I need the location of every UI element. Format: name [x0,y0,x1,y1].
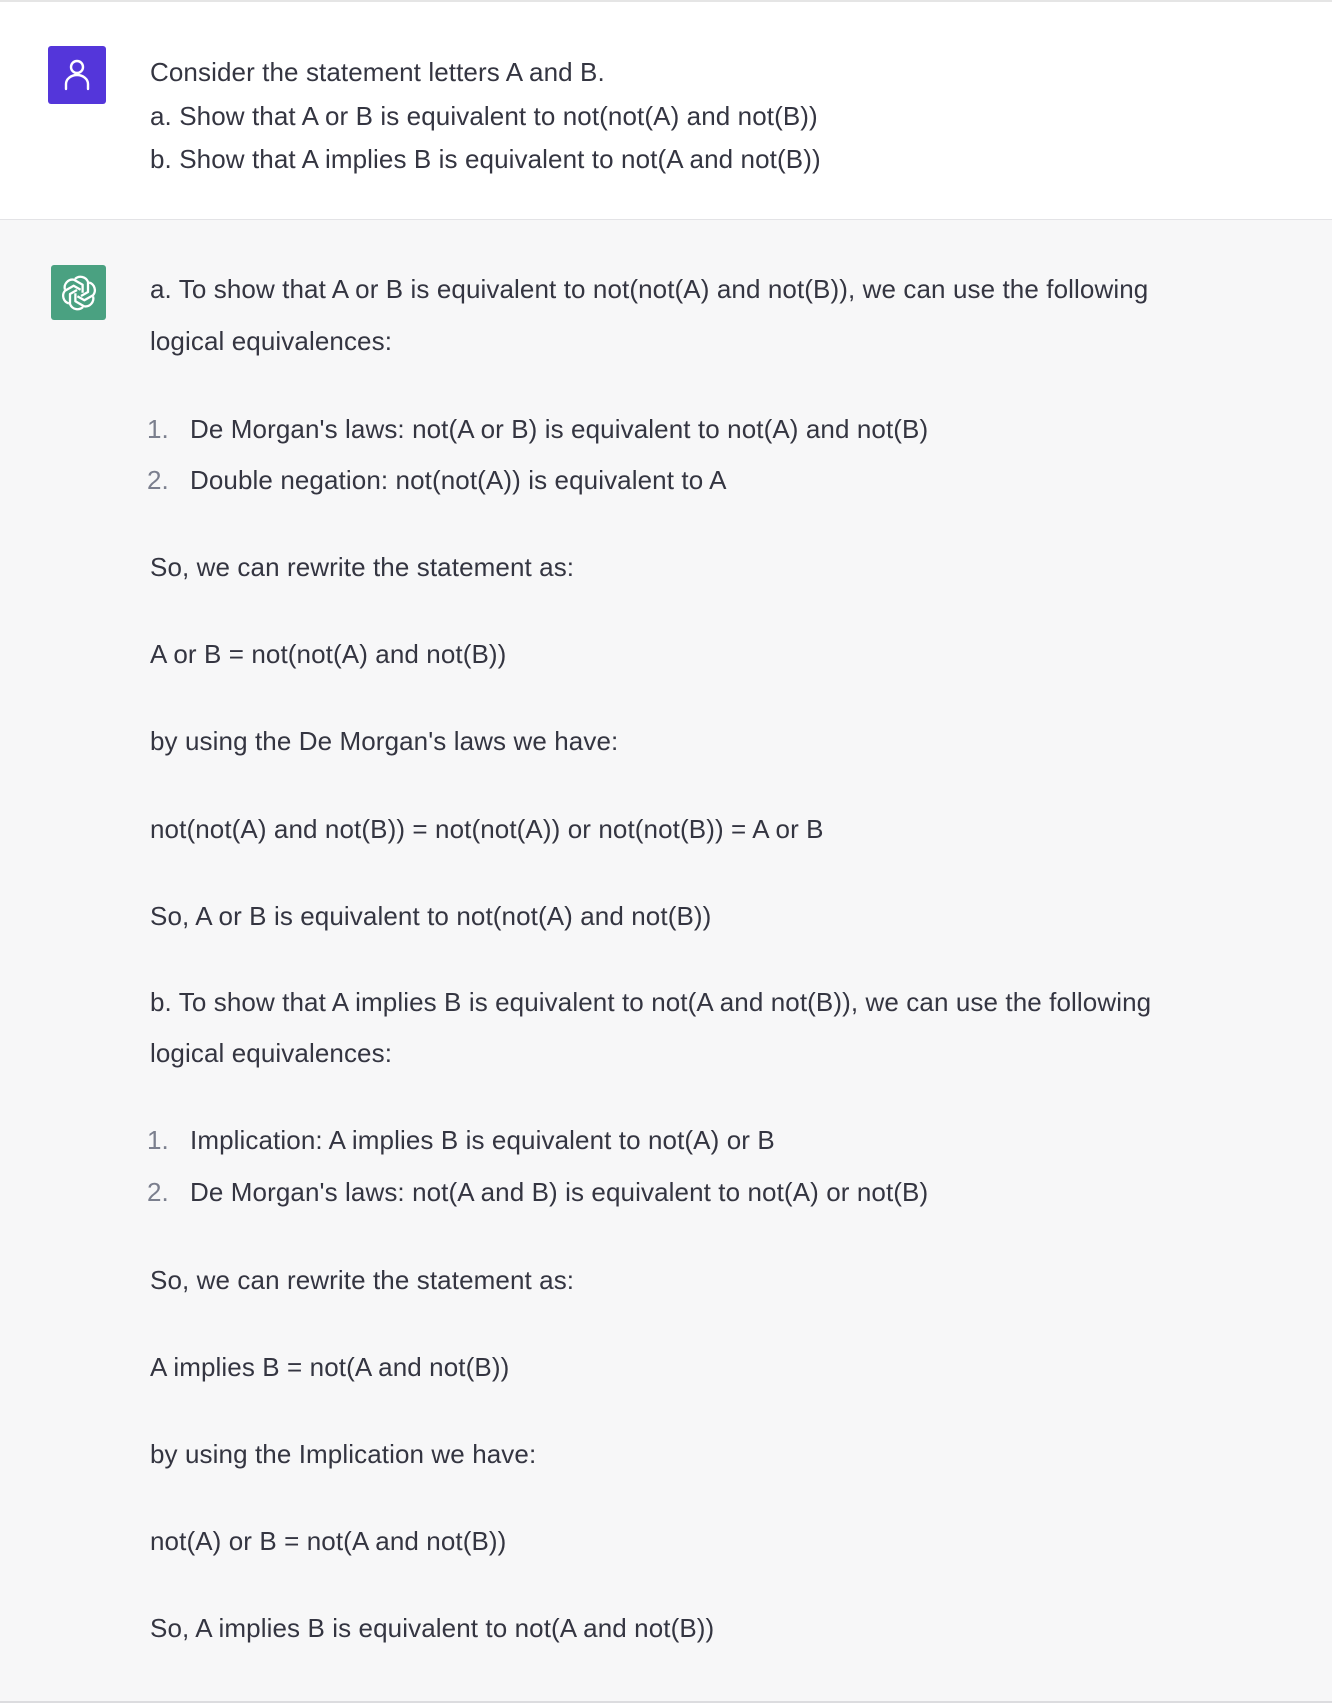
paragraph: logical equivalences: [150,1038,393,1068]
equation: A implies B = not(A and not(B)) [150,1352,510,1382]
assistant-message [0,220,1332,1703]
paragraph: logical equivalences: [150,326,393,356]
assistant-avatar [51,265,106,320]
list-number: 1. [147,1125,169,1155]
paragraph: So, we can rewrite the statement as: [150,552,575,582]
user-line: Consider the statement letters A and B. [150,57,605,87]
list-number: 1. [147,414,169,444]
paragraph: b. To show that A implies B is equivalent to not(A and not(B)), we can use the following [150,987,1152,1017]
list-text: De Morgan's laws: not(A or B) is equivalent to not(A) and not(B) [190,414,929,444]
paragraph: by using the De Morgan's laws we have: [150,726,619,756]
equation: A or B = not(not(A) and not(B)) [150,639,507,669]
paragraph: So, we can rewrite the statement as: [150,1265,575,1295]
user-line: b. Show that A implies B is equivalent to not(A and not(B)) [150,144,821,174]
user-avatar [48,46,106,104]
list-number: 2. [147,465,169,495]
user-message-text [150,51,1302,182]
paragraph: by using the Implication we have: [150,1439,537,1469]
paragraph: So, A or B is equivalent to not(not(A) and not(B)) [150,901,712,931]
user-line: a. Show that A or B is equivalent to not(not(A) and not(B)) [150,100,818,131]
user-message [0,2,1332,220]
paragraph: a. To show that A or B is equivalent to not(not(A) and not(B)), we can use the following [150,274,1149,304]
user-icon [62,58,92,92]
openai-logo-icon [59,273,99,313]
paragraph: So, A implies B is equivalent to not(A and not(B)) [150,1613,715,1643]
equation: not(not(A) and not(B)) = not(not(A)) or not(not(B)) = A or B [150,814,824,844]
equation: not(A) or B = not(A and not(B)) [150,1526,507,1556]
list-text: Double negation: not(not(A)) is equivalent to A [190,465,727,495]
list-text: Implication: A implies B is equivalent to not(A) or B [190,1125,775,1155]
list-text: De Morgan's laws: not(A and B) is equivalent to not(A) or not(B) [190,1177,929,1207]
list-number: 2. [147,1177,169,1207]
